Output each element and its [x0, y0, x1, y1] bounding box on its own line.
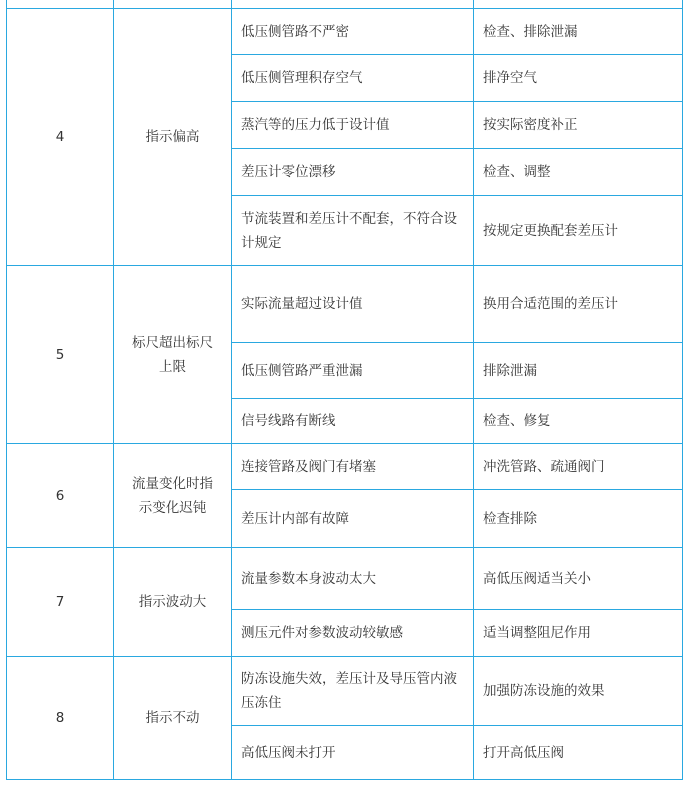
- symptom-cell: 流量变化时指示变化迟钝: [114, 444, 232, 548]
- cause-cell: 蒸汽等的压力低于设计值: [232, 102, 474, 149]
- remedy-cell: 检查、排除泄漏: [474, 9, 683, 55]
- cause-cell: [232, 0, 474, 9]
- row-number: 6: [7, 444, 114, 548]
- remedy-cell: 按规定更换配套差压计: [474, 196, 683, 266]
- cause-cell: 连接管路及阀门有堵塞: [232, 444, 474, 490]
- symptom-cell: 指示不动: [114, 657, 232, 780]
- cause-cell: 低压侧管路严重泄漏: [232, 343, 474, 399]
- remedy-cell: 排净空气: [474, 55, 683, 102]
- table-row: [7, 266, 683, 343]
- cause-cell: 低压侧管路不严密: [232, 9, 474, 55]
- remedy-cell: 按实际密度补正: [474, 102, 683, 149]
- troubleshooting-table: [6, 0, 683, 780]
- symptom-cell: 标尺超出标尺上限: [114, 266, 232, 444]
- cause-cell: 信号线路有断线: [232, 399, 474, 444]
- cause-cell: 差压计内部有故障: [232, 490, 474, 548]
- remedy-cell: 换用合适范围的差压计: [474, 266, 683, 343]
- cause-cell: 流量参数本身波动太大: [232, 548, 474, 610]
- row-number: 4: [7, 9, 114, 266]
- row-number: 8: [7, 657, 114, 780]
- remedy-cell: 排除泄漏: [474, 343, 683, 399]
- remedy-cell: 检查、调整: [474, 149, 683, 196]
- cause-cell: 防冻设施失效，差压计及导压管内液压冻住: [232, 657, 474, 726]
- table-row: [7, 9, 683, 55]
- cause-cell: 高低压阀未打开: [232, 726, 474, 780]
- cause-cell: 差压计零位漂移: [232, 149, 474, 196]
- symptom-cell: 指示波动大: [114, 548, 232, 657]
- table-row: [7, 444, 683, 490]
- row-number: [7, 0, 114, 9]
- remedy-cell: 打开高低压阀: [474, 726, 683, 780]
- remedy-cell: 高低压阀适当关小: [474, 548, 683, 610]
- cause-cell: 低压侧管理积存空气: [232, 55, 474, 102]
- row-number: 7: [7, 548, 114, 657]
- remedy-cell: 冲洗管路、疏通阀门: [474, 444, 683, 490]
- table-row: [7, 657, 683, 726]
- symptom-cell: 指示偏高: [114, 9, 232, 266]
- remedy-cell: 加强防冻设施的效果: [474, 657, 683, 726]
- symptom-cell: [114, 0, 232, 9]
- remedy-cell: 检查排除: [474, 490, 683, 548]
- table-row: [7, 548, 683, 610]
- table-row: [7, 0, 683, 9]
- cause-cell: 实际流量超过设计值: [232, 266, 474, 343]
- cause-cell: 测压元件对参数波动较敏感: [232, 610, 474, 657]
- remedy-cell: 检查、修复: [474, 399, 683, 444]
- row-number: 5: [7, 266, 114, 444]
- remedy-cell: 适当调整阻尼作用: [474, 610, 683, 657]
- cause-cell: 节流装置和差压计不配套，不符合设计规定: [232, 196, 474, 266]
- remedy-cell: [474, 0, 683, 9]
